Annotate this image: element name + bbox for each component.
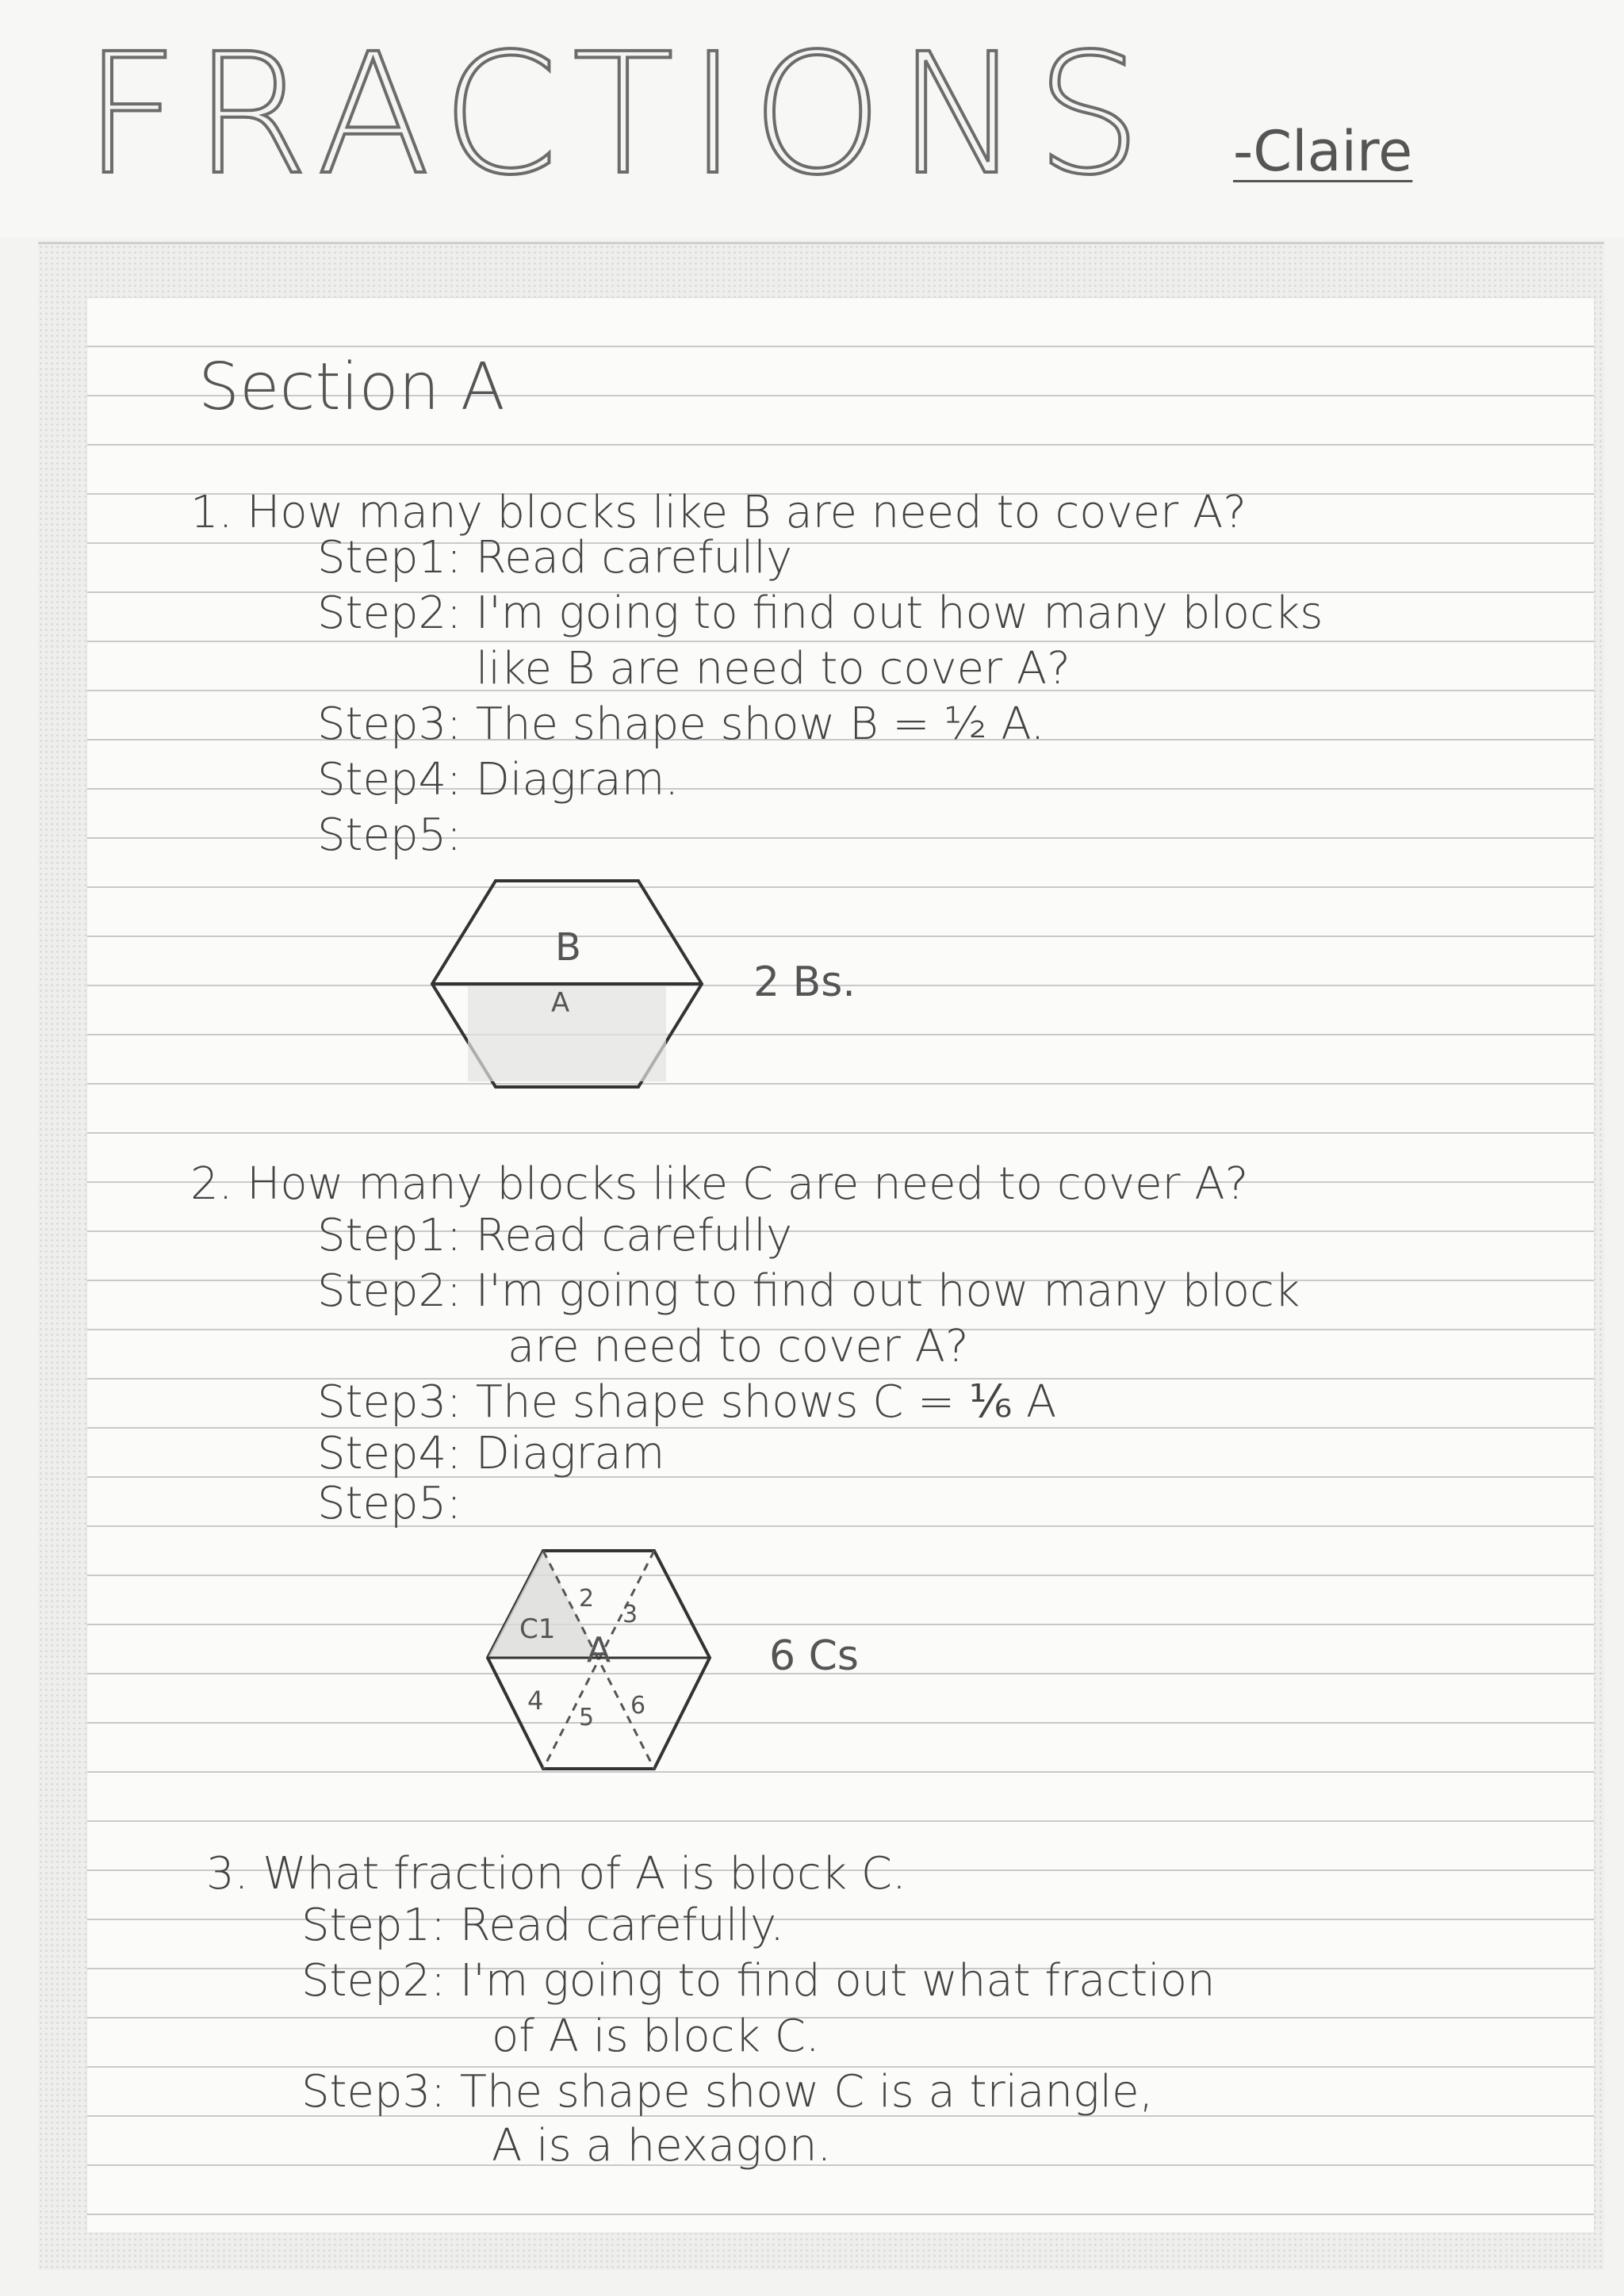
label-a: A (587, 1630, 611, 1670)
label-6: 6 (630, 1692, 646, 1720)
q1-step-4: Step4: Diagram. (317, 754, 680, 806)
q2-step-4: Step4: Diagram (317, 1428, 665, 1479)
q3-step-1: Step1: Read carefully. (301, 1900, 784, 1951)
label-b: B (555, 925, 581, 970)
header (0, 0, 1624, 238)
label-5: 5 (579, 1704, 595, 1732)
label-2: 2 (579, 1585, 595, 1613)
question-1: 1. How many blocks like B are need to cover A? (190, 487, 1247, 538)
q1-step-1: Step1: Read carefully (317, 532, 793, 584)
q2-step-2: Step2: I'm going to find out how many block (317, 1265, 1300, 1317)
q2-step-1: Step1: Read carefully (317, 1210, 793, 1261)
q1-step-2: Step2: I'm going to find out how many blocks (317, 587, 1323, 639)
label-c1: C1 (519, 1613, 556, 1645)
q1-step-5: Step5: (317, 809, 462, 861)
q2-step-2-continued: are need to cover A? (508, 1321, 969, 1372)
question-3: 3. What fraction of A is block C. (206, 1848, 906, 1900)
ruled-sheet (87, 298, 1594, 2233)
q2-step-3: Step3: The shape shows C = ⅙ A (317, 1376, 1057, 1428)
page-title: FRACTIONS (83, 17, 1156, 212)
q2-answer: 6 Cs (769, 1632, 860, 1680)
q2-hexagon-diagram (452, 1543, 944, 1781)
label-a: A (551, 987, 570, 1019)
q2-step-5: Step5: (317, 1478, 462, 1529)
q1-step-3: Step3: The shape show B = ½ A. (317, 698, 1045, 750)
q1-hexagon-diagram (420, 873, 912, 1095)
label-4: 4 (527, 1686, 544, 1716)
q1-answer: 2 Bs. (753, 959, 856, 1006)
q3-step-3-continued: A is a hexagon. (492, 2120, 832, 2172)
section-title: Section A (198, 350, 505, 425)
author-name: -Claire (1233, 119, 1413, 184)
notebook-page (38, 242, 1604, 2270)
q3-step-3: Step3: The shape show C is a triangle, (301, 2066, 1154, 2118)
q3-step-2: Step2: I'm going to find out what fraction (301, 1955, 1216, 2007)
question-2: 2. How many blocks like C are need to cover A? (190, 1158, 1249, 1210)
label-3: 3 (622, 1601, 638, 1628)
q1-step-2-continued: like B are need to cover A? (476, 643, 1071, 695)
q3-step-2-continued: of A is block C. (492, 2011, 820, 2062)
